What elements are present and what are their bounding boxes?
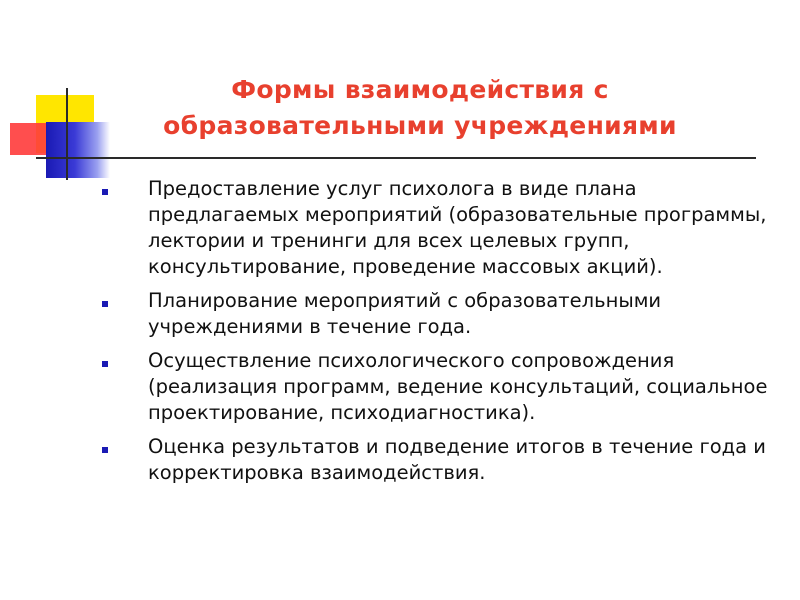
decorative-vertical-line (66, 88, 68, 180)
decorative-horizontal-line (36, 157, 756, 159)
bullet-item (102, 348, 772, 426)
bullet-text: Оценка результатов и подведение итогов в течение года и корректировка взаимодействия. (148, 435, 766, 484)
bullet-square-icon (102, 447, 108, 453)
bullet-text: Осуществление психологического сопровождения (реализация программ, ведение консультаций, социальное проектирование, психодиагностика). (148, 349, 768, 424)
bullet-square-icon (102, 301, 108, 307)
bullet-text: Планирование мероприятий с образовательными учреждениями в течение года. (148, 289, 662, 338)
bullet-item (102, 434, 772, 486)
bullet-item (102, 288, 772, 340)
slide-title-line-1: Формы взаимодействия с (231, 75, 609, 104)
bullet-text: Предоставление услуг психолога в виде плана предлагаемых мероприятий (образовательные программы, лектории и тренинги для всех целевых групп, консультирование, проведение массовых акций). (148, 177, 767, 278)
slide-title-line-2: образовательными учреждениями (163, 111, 677, 140)
bullet-item (102, 176, 772, 280)
slide-title (120, 72, 720, 144)
bullet-list (102, 176, 772, 494)
bullet-square-icon (102, 189, 108, 195)
decorative-blue-square (46, 122, 110, 178)
bullet-square-icon (102, 361, 108, 367)
